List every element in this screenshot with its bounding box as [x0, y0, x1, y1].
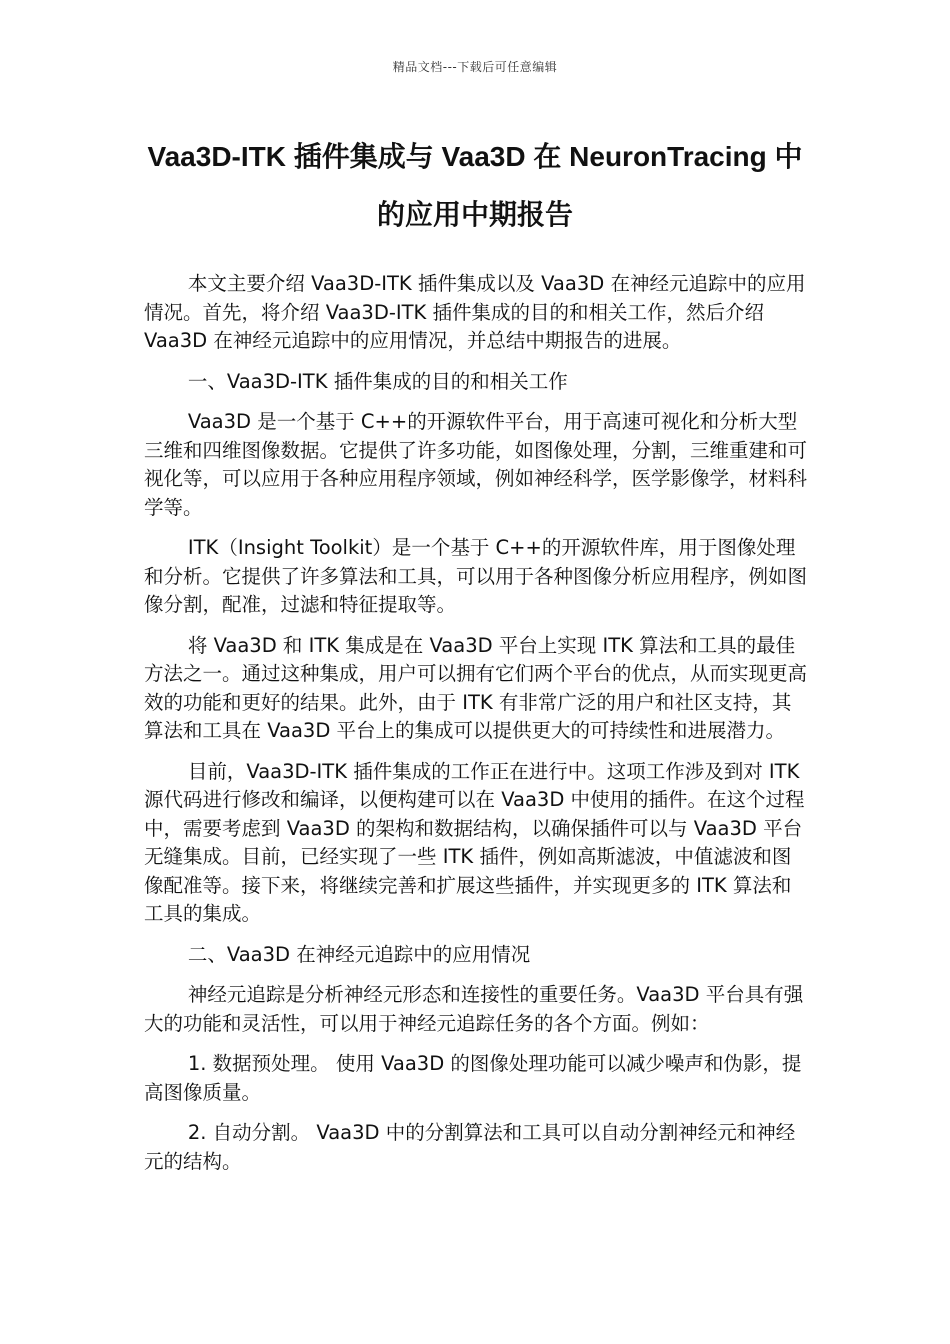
body-paragraph: 将 Vaa3D 和 ITK 集成是在 Vaa3D 平台上实现 ITK 算法和工具的最佳方法之一。通过这种集成，用户可以拥有它们两个平台的优点，从而实现更高效的功能和更好的结果。此外，由于 ITK 有非常广泛的用户和社区支持，其算法和工具在 Vaa3D 平台上的集成可以提供更大的可持续性和进展潜力。 — [144, 633, 808, 742]
body-paragraph: 神经元追踪是分析神经元形态和连接性的重要任务。Vaa3D 平台具有强大的功能和灵活性，可以用于神经元追踪任务的各个方面。例如： — [144, 983, 804, 1035]
header-note: 精品文档---下载后可任意编辑 — [392, 60, 558, 74]
title-line-1: Vaa3D-ITK 插件集成与 Vaa3D 在 NeuronTracing 中 — [147, 141, 803, 172]
list-item: 1. 数据预处理。 使用 Vaa3D 的图像处理功能可以减少噪声和伪影，提高图像质量。 — [144, 1052, 802, 1104]
body-paragraph: Vaa3D 是一个基于 C++的开源软件平台，用于高速可视化和分析大型三维和四维图像数据。它提供了许多功能，如图像处理，分割，三维重建和可视化等，可以应用于各种应用程序领域，例如神经科学，医学影像学，材料科学等。 — [144, 410, 808, 519]
intro-paragraph: 本文主要介绍 Vaa3D-ITK 插件集成以及 Vaa3D 在神经元追踪中的应用情况。首先，将介绍 Vaa3D-ITK 插件集成的目的和相关工作，然后介绍 Vaa3D 在神经元追踪中的应用情况，并总结中期报告的进展。 — [144, 272, 806, 352]
body-paragraph: 目前，Vaa3D-ITK 插件集成的工作正在进行中。这项工作涉及到对 ITK 源代码进行修改和编译，以便构建可以在 Vaa3D 中使用的插件。在这个过程中，需要考虑到 Vaa3D 的架构和数据结构，以确保插件可以与 Vaa3D 平台无缝集成。目前，已经实现了一些 ITK 插件，例如高斯滤波，中值滤波和图像配准等。接下来，将继续完善和扩展这些插件，并实现更多的 ITK 算法和工具的集成。 — [144, 759, 805, 925]
list-item: 2. 自动分割。 Vaa3D 中的分割算法和工具可以自动分割神经元和神经元的结构。 — [144, 1121, 796, 1173]
document-body — [144, 270, 808, 1188]
title-line-2: 的应用中期报告 — [376, 199, 573, 230]
body-paragraph: ITK（Insight Toolkit）是一个基于 C++的开源软件库，用于图像处理和分析。它提供了许多算法和工具，可以用于各种图像分析应用程序，例如图像分割，配准，过滤和特征提取等。 — [144, 536, 808, 616]
section-heading-1: 一、Vaa3D-ITK 插件集成的目的和相关工作 — [187, 369, 568, 393]
document-title — [60, 128, 890, 244]
section-heading-2: 二、Vaa3D 在神经元追踪中的应用情况 — [187, 942, 531, 966]
